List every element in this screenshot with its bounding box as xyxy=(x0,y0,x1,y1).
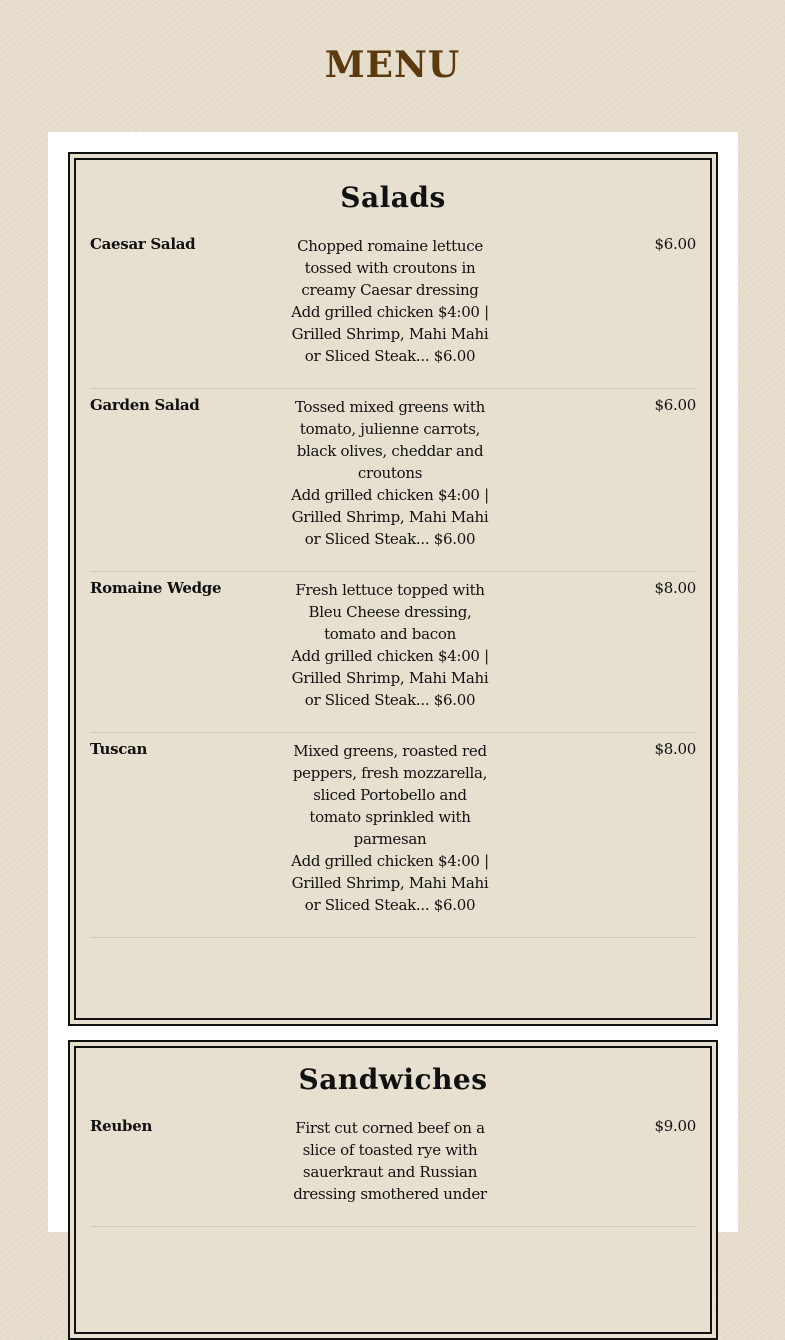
item-description-text: First cut corned beef on a slice of toasted rye with sauerkraut and Russian dressing smothered under xyxy=(293,1119,487,1203)
item-addon-text: Add grilled chicken $4:00 | Grilled Shrimp, Mahi Mahi or Sliced Steak... $6.00 xyxy=(291,486,489,548)
item-price: $8.00 xyxy=(654,579,696,597)
section-title: Sandwiches xyxy=(298,1063,488,1096)
item-price: $8.00 xyxy=(654,740,696,758)
menu-item xyxy=(90,733,696,938)
item-name: Reuben xyxy=(90,1117,153,1135)
item-price: $9.00 xyxy=(654,1117,696,1135)
menu-item xyxy=(90,389,696,572)
item-addon-text: Add grilled chicken $4:00 | Grilled Shrimp, Mahi Mahi or Sliced Steak... $6.00 xyxy=(291,647,489,709)
menu-item xyxy=(90,228,696,389)
menu-item xyxy=(90,572,696,733)
item-description xyxy=(290,740,490,916)
item-addon-text: Add grilled chicken $4:00 | Grilled Shrimp, Mahi Mahi or Sliced Steak... $6.00 xyxy=(291,852,489,914)
section-frame xyxy=(74,158,712,1020)
item-description xyxy=(290,396,490,550)
item-description-text: Chopped romaine lettuce tossed with croutons in creamy Caesar dressing xyxy=(297,237,483,299)
item-name: Tuscan xyxy=(90,740,148,758)
menu-item-list xyxy=(76,1110,710,1227)
item-name: Garden Salad xyxy=(90,396,200,414)
item-description xyxy=(290,579,490,711)
item-description-text: Fresh lettuce topped with Bleu Cheese dressing, tomato and bacon xyxy=(295,581,485,643)
menu-item xyxy=(90,1110,696,1227)
menu-section-salads xyxy=(68,152,718,1026)
menu-panel xyxy=(48,132,738,1232)
item-addon-text: Add grilled chicken $4:00 | Grilled Shrimp, Mahi Mahi or Sliced Steak... $6.00 xyxy=(291,303,489,365)
page-title: MENU xyxy=(324,44,461,86)
menu-section-sandwiches xyxy=(68,1040,718,1340)
item-price: $6.00 xyxy=(654,235,696,253)
item-name: Romaine Wedge xyxy=(90,579,222,597)
item-description-text: Tossed mixed greens with tomato, julienne carrots, black olives, cheddar and croutons xyxy=(294,398,486,482)
item-name: Caesar Salad xyxy=(90,235,196,253)
item-price: $6.00 xyxy=(654,396,696,414)
menu-item-list xyxy=(76,228,710,938)
section-title: Salads xyxy=(340,181,446,214)
item-description xyxy=(290,235,490,367)
item-description-text: Mixed greens, roasted red peppers, fresh mozzarella, sliced Portobello and tomato sprinkled with parmesan xyxy=(292,742,488,848)
section-frame xyxy=(74,1046,712,1334)
item-description xyxy=(290,1117,490,1205)
